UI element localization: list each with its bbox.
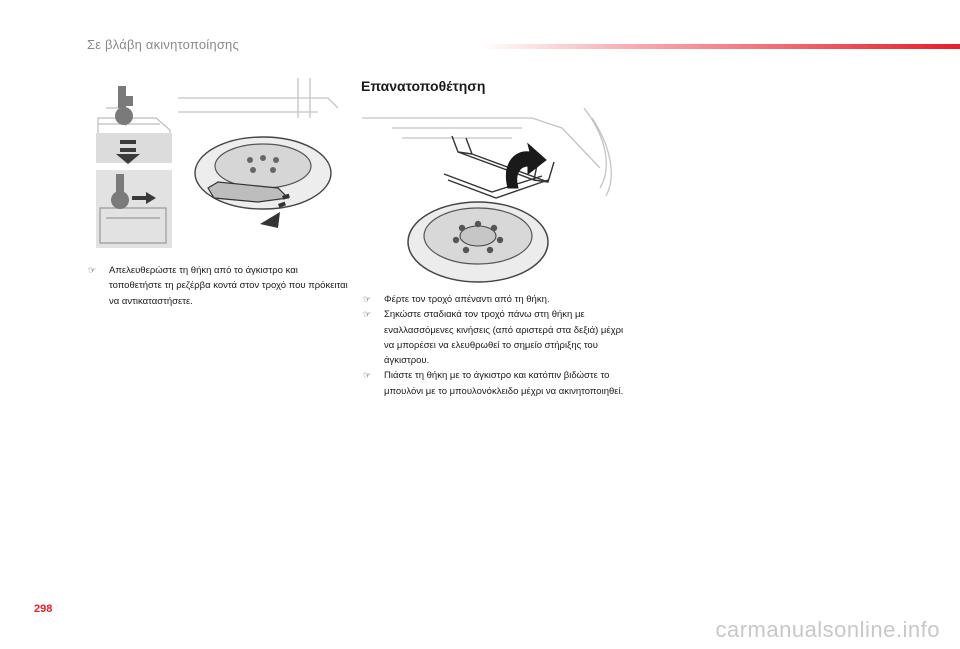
watermark: carmanualsonline.info xyxy=(715,617,940,642)
refit-steps xyxy=(363,292,625,399)
step-text: Πιάστε τη θήκη με το άγκιστρο και κατόπιν βιδώστε το μπουλόνι με το μπουλονόκλειδο μέχρι να ακινητοποιηθεί. xyxy=(384,370,624,397)
hook-release-illustration xyxy=(96,78,172,248)
step-text: Απελευθερώστε τη θήκη από το άγκιστρο και τοποθετήστε τη ρεζέρβα κοντά στον τροχό που πρόκειται να αντικαταστήσετε. xyxy=(109,265,348,307)
removal-steps xyxy=(88,263,350,309)
pointing-hand-icon: ☞ xyxy=(88,265,97,275)
section-heading: Επανατοποθέτηση xyxy=(361,78,486,94)
header-accent-bar xyxy=(480,44,960,49)
list-item xyxy=(363,307,625,368)
chapter-title: Σε βλάβη ακινητοποίησης xyxy=(87,37,239,52)
list-item xyxy=(88,263,350,309)
pointing-hand-icon: ☞ xyxy=(363,309,372,320)
step-text: Σηκώστε σταδιακά τον τροχό πάνω στη θήκη με εναλλασσόμενες κινήσεις (από αριστερά στα δεξιά) μέχρι να μπορέσει να ελευθρωθεί το σημείο στήριξης του άγκιστρου. xyxy=(384,309,624,367)
list-item xyxy=(363,292,625,307)
page-number: 298 xyxy=(34,603,53,615)
pointing-hand-icon: ☞ xyxy=(363,294,372,304)
spare-wheel-refit-illustration xyxy=(362,108,616,284)
spare-wheel-removal-illustration xyxy=(178,78,340,248)
pointing-hand-icon: ☞ xyxy=(363,370,372,381)
list-item xyxy=(363,368,625,399)
step-text: Φέρτε τον τροχό απέναντι από τη θήκη. xyxy=(384,294,550,305)
